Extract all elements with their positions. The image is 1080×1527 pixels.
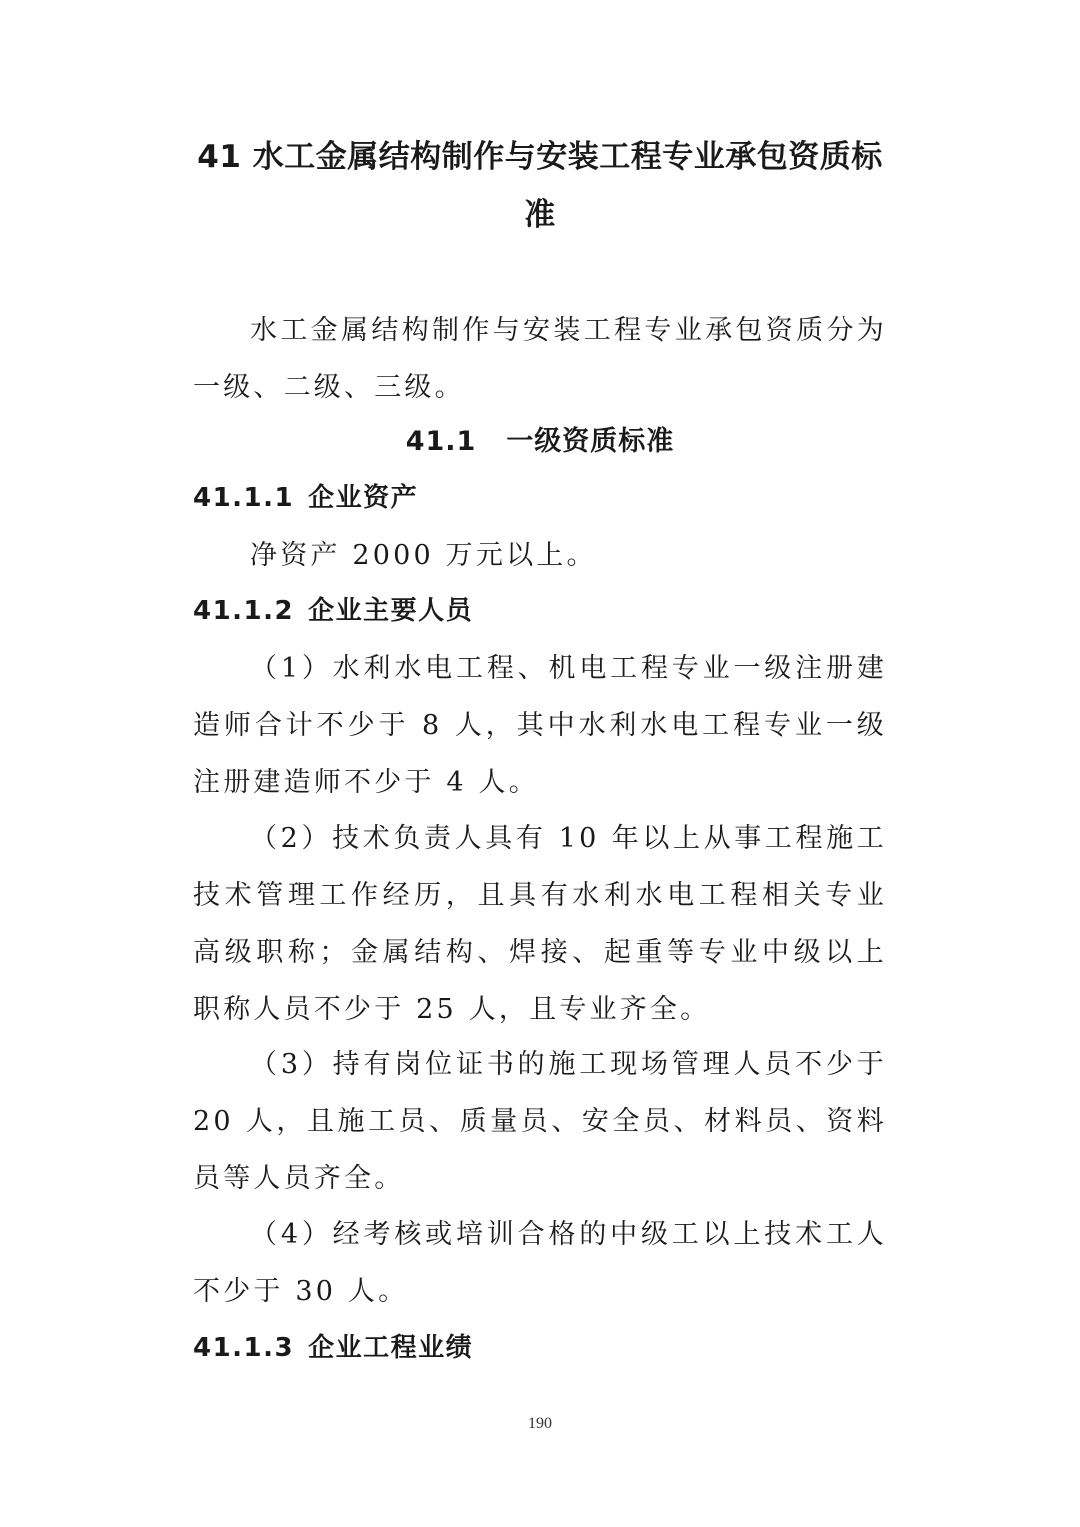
section-number: 41.1 [405, 426, 477, 457]
subsection-number: 41.1.1 [193, 483, 295, 513]
paragraph: （1）水利水电工程、机电工程专业一级注册建造师合计不少于 8 人，其中水利水电工程专业一级注册建造师不少于 4 人。 [193, 653, 887, 798]
subsection-title: 企业工程业绩 [308, 1333, 474, 1363]
paragraph: （3）持有岗位证书的施工现场管理人员不少于 20 人，且施工员、质量员、安全员、材料员、资料员等人员齐全。 [193, 1049, 887, 1194]
paragraph: （4）经考核或培训合格的中级工以上技术工人不少于 30 人。 [193, 1219, 887, 1307]
intro-paragraph: 水工金属结构制作与安装工程专业承包资质分为一级、二级、三级。 [193, 315, 887, 403]
page-number: 190 [528, 1415, 552, 1432]
section-heading [193, 413, 887, 470]
subsection-title: 企业主要人员 [308, 596, 474, 626]
subsection-heading [193, 1320, 887, 1377]
subsection-heading [193, 583, 887, 640]
document-title: 41 水工金属结构制作与安装工程专业承包资质标准 [197, 139, 883, 233]
paragraph: （2）技术负责人具有 10 年以上从事工程施工技术管理工作经历，且具有水利水电工程相关专业高级职称；金属结构、焊接、起重等专业中级以上职称人员不少于 25 人，且专业齐全。 [193, 823, 887, 1025]
subsection-title: 企业资产 [308, 483, 419, 513]
subsection-number: 41.1.3 [193, 1333, 295, 1363]
paragraph: 净资产 2000 万元以上。 [250, 540, 597, 571]
section-title: 一级资质标准 [506, 426, 675, 457]
subsection-heading [193, 470, 887, 527]
subsection-number: 41.1.2 [193, 596, 295, 626]
